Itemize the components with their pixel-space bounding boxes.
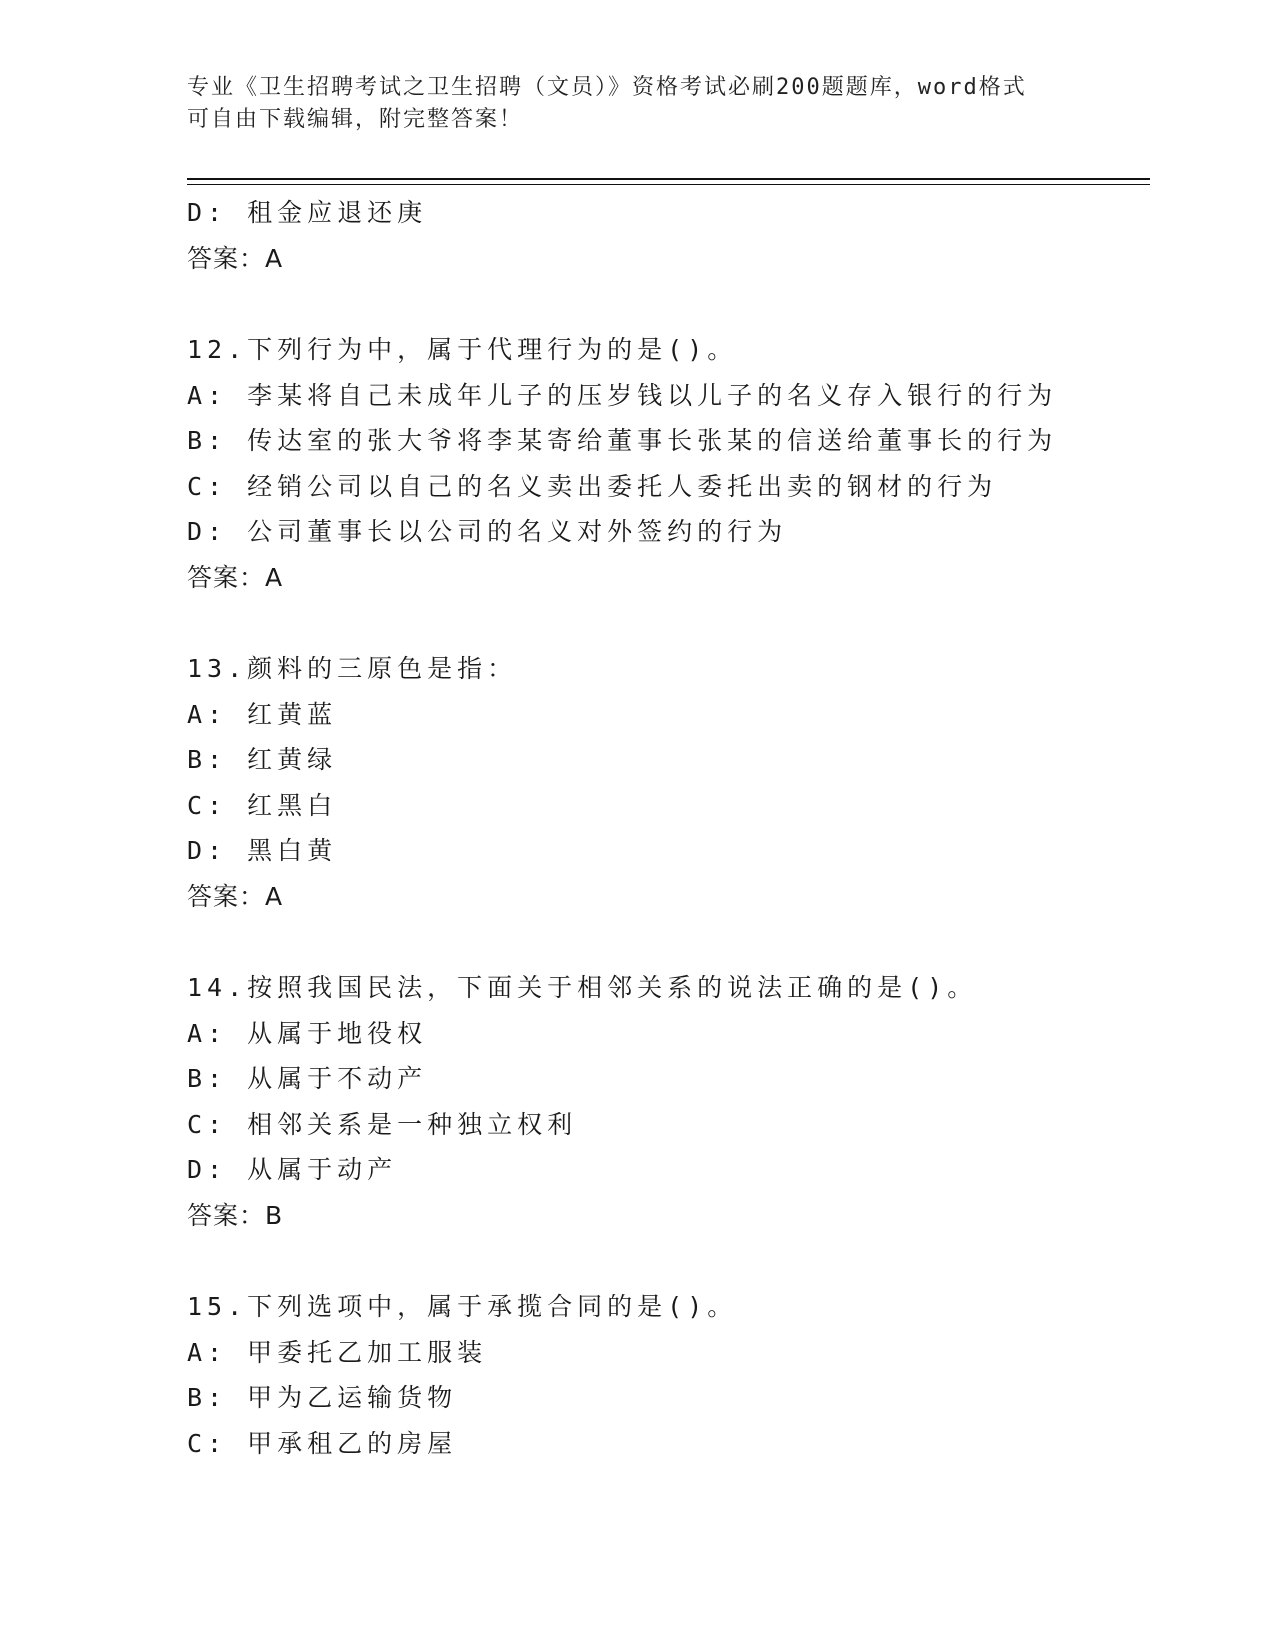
- prev-option-d: D: 租金应退还庚: [187, 198, 428, 227]
- option-d: D: 黑白黄: [187, 836, 338, 865]
- option-c: C: 红黑白: [187, 790, 338, 820]
- header-line-2: 可自由下载编辑，附完整答案！: [187, 107, 524, 132]
- option-a: A: 李某将自己未成年儿子的压岁钱以儿子的名义存入银行的行为: [187, 380, 1058, 410]
- option-c: C: 相邻关系是一种独立权利: [187, 1109, 578, 1139]
- question-stem: 12.下列行为中，属于代理行为的是()。: [187, 335, 738, 364]
- question-stem: 14.按照我国民法，下面关于相邻关系的说法正确的是()。: [187, 973, 978, 1002]
- document-header: [187, 72, 1067, 136]
- question-stem: 13.颜料的三原色是指：: [187, 654, 518, 683]
- option-d: D: 公司董事长以公司的名义对外签约的行为: [187, 517, 788, 546]
- header-divider-thick: [187, 178, 1150, 180]
- option-d: D: 从属于动产: [187, 1155, 398, 1184]
- spacer: [187, 919, 1147, 965]
- answer: 答案：A: [187, 562, 284, 592]
- question-12: [187, 327, 1147, 600]
- option-a: A: 甲委托乙加工服装: [187, 1337, 488, 1367]
- spacer: [187, 1238, 1147, 1284]
- option-b: B: 甲为乙运输货物: [187, 1383, 458, 1412]
- prev-answer: 答案：A: [187, 243, 284, 273]
- question-13: [187, 646, 1147, 919]
- option-a: A: 从属于地役权: [187, 1018, 428, 1048]
- option-b: B: 从属于不动产: [187, 1064, 428, 1093]
- option-c: C: 甲承租乙的房屋: [187, 1428, 458, 1458]
- spacer: [187, 600, 1147, 646]
- question-stem: 15.下列选项中，属于承揽合同的是()。: [187, 1292, 738, 1321]
- option-b: B: 传达室的张大爷将李某寄给董事长张某的信送给董事长的行为: [187, 426, 1058, 455]
- question-14: [187, 965, 1147, 1238]
- header-divider-thin: [187, 184, 1150, 185]
- question-15: [187, 1284, 1147, 1466]
- spacer: [187, 281, 1147, 327]
- option-c: C: 经销公司以自己的名义卖出委托人委托出卖的钢材的行为: [187, 471, 998, 501]
- header-line-1: 专业《卫生招聘考试之卫生招聘（文员）》资格考试必刷200题题库，word格式: [187, 75, 1027, 100]
- option-b: B: 红黄绿: [187, 745, 338, 774]
- option-a: A: 红黄蓝: [187, 699, 338, 729]
- question-list: [187, 190, 1147, 1466]
- answer: 答案：B: [187, 1200, 284, 1230]
- answer: 答案：A: [187, 881, 284, 911]
